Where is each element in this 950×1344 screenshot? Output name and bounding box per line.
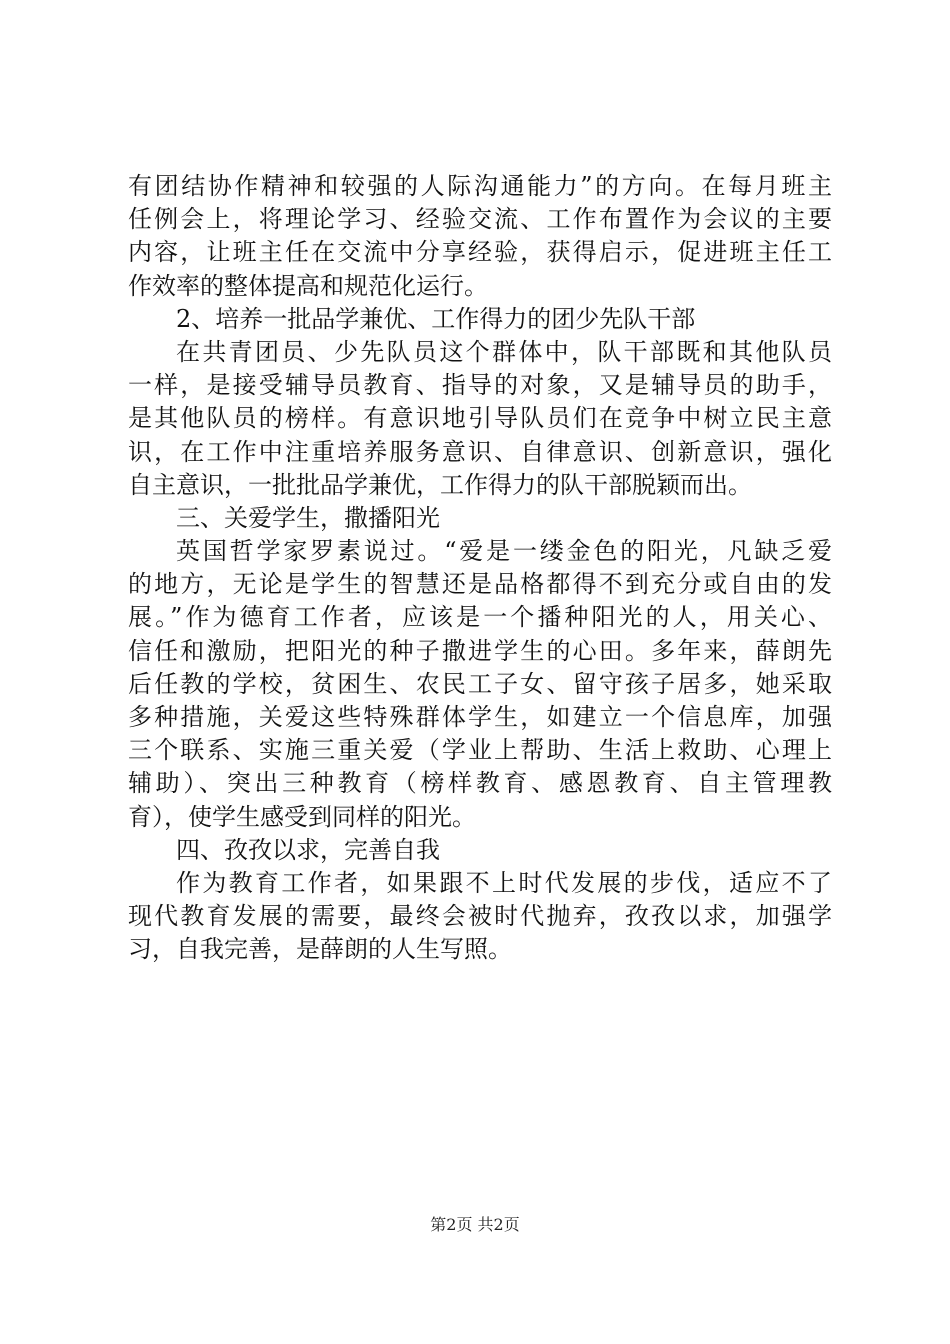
text-line: 作效率的整体提高和规范化运行。 xyxy=(128,271,488,300)
text-line: 任例会上，将理论学习、经验交流、工作布置作为会议的主要 xyxy=(128,205,832,234)
section-heading: 四、孜孜以求，完善自我 xyxy=(176,835,440,864)
text-line: 辅助）、突出三种教育（榜样教育、感恩教育、自主管理教 xyxy=(128,769,832,798)
text-line: 三个联系、实施三重关爱（学业上帮助、生活上救助、心理上 xyxy=(128,736,832,765)
text-line: 识，在工作中注重培养服务意识、自律意识、创新意识，强化 xyxy=(128,437,832,466)
text-line: 英国哲学家罗素说过。“爱是一缕金色的阳光，凡缺乏爱 xyxy=(176,537,832,566)
text-line: 的地方，无论是学生的智慧还是品格都得不到充分或自由的发 xyxy=(128,570,832,599)
text-line: 展。”作为德育工作者，应该是一个播种阳光的人，用关心、 xyxy=(128,603,832,632)
subheading-line: 2、培养一批品学兼优、工作得力的团少先队干部 xyxy=(176,304,696,333)
text-line: 后任教的学校，贫困生、农民工子女、留守孩子居多，她采取 xyxy=(128,669,832,698)
text-line: 现代教育发展的需要，最终会被时代抛弃，孜孜以求，加强学 xyxy=(128,902,832,931)
text-line: 一样，是接受辅导员教育、指导的对象，又是辅导员的助手， xyxy=(128,371,832,400)
text-line: 习，自我完善，是薛朗的人生写照。 xyxy=(128,935,512,964)
text-line: 在共青团员、少先队员这个群体中，队干部既和其他队员 xyxy=(176,337,832,366)
text-line: 自主意识，一批批品学兼优，工作得力的队干部脱颖而出。 xyxy=(128,470,752,499)
text-line: 信任和激励，把阳光的种子撒进学生的心田。多年来，薛朗先 xyxy=(128,636,832,665)
page-footer: 第2页 共2页 xyxy=(430,1215,520,1234)
text-line: 有团结协作精神和较强的人际沟通能力”的方向。在每月班主 xyxy=(128,172,832,200)
document-body xyxy=(128,170,832,967)
text-line: 多种措施，关爱这些特殊群体学生，如建立一个信息库，加强 xyxy=(128,703,832,731)
text-line: 育），使学生感受到同样的阳光。 xyxy=(128,802,476,831)
text-line: 是其他队员的榜样。有意识地引导队员们在竞争中树立民主意 xyxy=(128,404,832,433)
section-heading: 三、关爱学生，撒播阳光 xyxy=(176,503,440,532)
text-line: 作为教育工作者，如果跟不上时代发展的步伐，适应不了 xyxy=(176,868,832,897)
text-line: 内容，让班主任在交流中分享经验，获得启示，促进班主任工 xyxy=(128,238,832,267)
